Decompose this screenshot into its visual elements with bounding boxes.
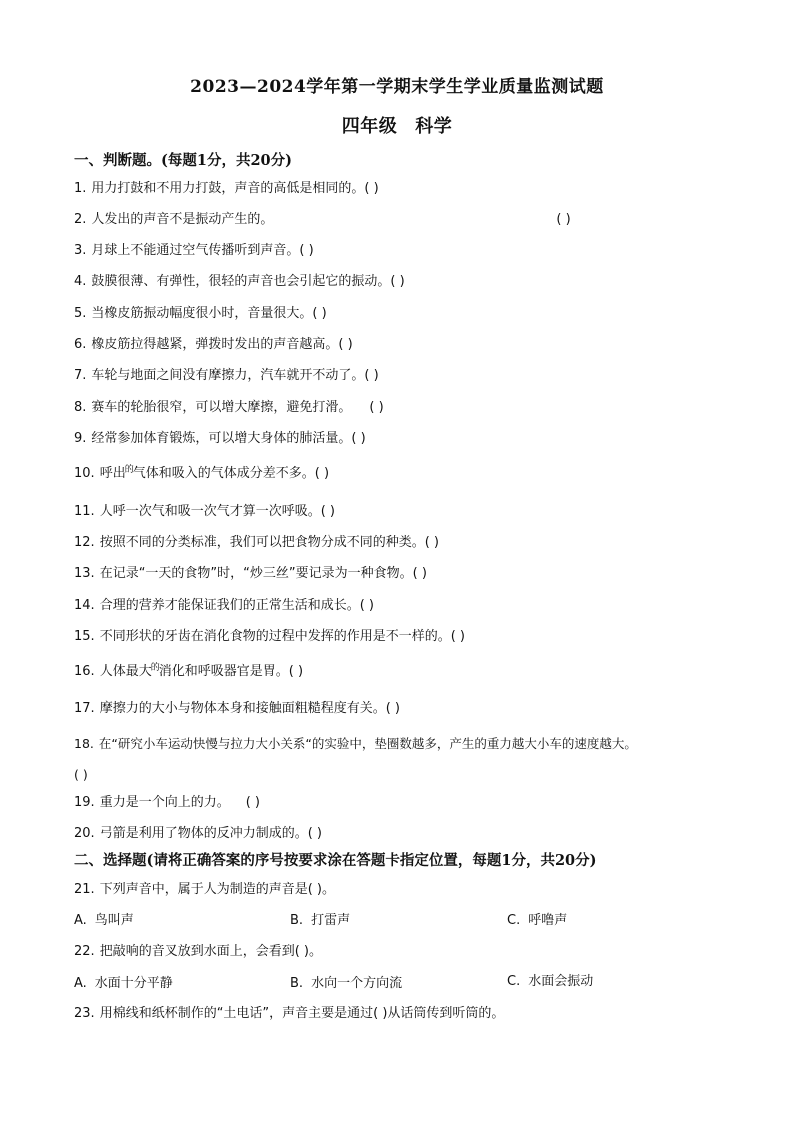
question-number: 21. — [74, 882, 95, 897]
question-number: 20. — [74, 826, 95, 841]
question-number: 8. — [74, 400, 87, 415]
option-text: 呼噜声 — [528, 913, 568, 928]
option-c[interactable] — [507, 970, 593, 989]
question-number: 10. — [74, 466, 95, 481]
question-text: 在记录“一天的食物”时，“炒三丝”要记录为一种食物。 — [99, 566, 413, 581]
answer-blank[interactable]: ( ) — [364, 368, 379, 383]
question-text: 把敲响的音叉放到水面上，会看到( )。 — [99, 944, 322, 959]
question-text-part: 呼出 — [99, 466, 126, 481]
question-19 — [74, 791, 260, 810]
question-12 — [74, 531, 439, 550]
option-text: 鸟叫声 — [94, 913, 134, 928]
question-text: 用力打鼓和不用力打鼓，声音的高低是相同的。 — [91, 181, 365, 196]
question-text: 人发出的声音不是振动产生的。 — [91, 212, 274, 227]
question-text: 经常参加体育锻炼，可以增大身体的肺活量。 — [91, 431, 352, 446]
option-text: 水面会振动 — [528, 974, 594, 989]
question-number: 22. — [74, 944, 95, 959]
question-number: 3. — [74, 243, 87, 258]
answer-blank[interactable]: ( ) — [320, 504, 335, 519]
question-21 — [74, 878, 335, 897]
option-b[interactable] — [290, 909, 350, 928]
question-2 — [74, 208, 571, 227]
answer-blank[interactable]: ( ) — [307, 826, 322, 841]
question-text: 在“研究小车运动快慢与拉力大小关系“的实验中，垫圈数越多，产生的重力越大小车的速度越大。 — [98, 736, 637, 751]
grade-subject-line — [0, 112, 794, 138]
question-text: 摩擦力的大小与物体本身和接触面粗糙程度有关。 — [99, 701, 386, 716]
question-number: 11. — [74, 504, 95, 519]
answer-blank[interactable]: ( ) — [312, 306, 327, 321]
question-14 — [74, 594, 374, 613]
question-number: 5. — [74, 306, 87, 321]
question-text-part: 人体最大 — [99, 664, 152, 679]
answer-blank[interactable]: ( ) — [369, 400, 384, 415]
option-letter: A. — [74, 976, 87, 991]
option-a[interactable] — [74, 909, 134, 928]
option-c[interactable] — [507, 909, 567, 928]
question-number: 13. — [74, 566, 95, 581]
option-text: 打雷声 — [311, 913, 351, 928]
question-10 — [74, 462, 329, 481]
question-number: 4. — [74, 274, 87, 289]
question-number: 9. — [74, 431, 87, 446]
question-15 — [74, 625, 465, 644]
question-20 — [74, 822, 322, 841]
answer-blank[interactable]: ( ) — [412, 566, 427, 581]
question-number: 16. — [74, 664, 95, 679]
question-number: 12. — [74, 535, 95, 550]
question-13 — [74, 562, 427, 581]
option-text: 水向一个方向流 — [311, 976, 403, 991]
answer-blank[interactable]: ( ) — [556, 212, 571, 227]
question-text: 重力是一个向上的力。 — [99, 795, 230, 810]
question-text: 当橡皮筋振动幅度很小时，音量很大。 — [91, 306, 313, 321]
answer-blank[interactable]: ( ) — [390, 274, 405, 289]
question-4 — [74, 270, 405, 289]
question-text: 不同形状的牙齿在消化食物的过程中发挥的作用是不一样的。 — [99, 629, 451, 644]
question-text: 合理的营养才能保证我们的正常生活和成长。 — [99, 598, 360, 613]
answer-blank[interactable]: ( ) — [364, 181, 379, 196]
section-2-heading: 二、选择题(请将正确答案的序号按要求涂在答题卡指定位置，每题1分，共20分) — [74, 852, 597, 869]
question-23 — [74, 1002, 504, 1021]
option-text: 水面十分平静 — [94, 976, 173, 991]
superscript-char: 的 — [124, 465, 134, 475]
question-1 — [74, 177, 379, 196]
question-number: 6. — [74, 337, 87, 352]
option-letter: C. — [507, 913, 521, 928]
question-text: 赛车的轮胎很窄，可以增大摩擦，避免打滑。 — [91, 400, 352, 415]
exam-title: 2023—2024学年第一学期末学生学业质量监测试题 — [190, 77, 604, 97]
question-text: 鼓膜很薄、有弹性，很轻的声音也会引起它的振动。 — [91, 274, 391, 289]
question-9 — [74, 427, 366, 446]
section-1-heading: 一、判断题。(每题1分，共20分) — [74, 152, 292, 169]
answer-blank[interactable]: ( ) — [359, 598, 374, 613]
question-22 — [74, 940, 322, 959]
question-16 — [74, 660, 303, 679]
option-letter: C. — [507, 974, 521, 989]
answer-blank[interactable]: ( ) — [74, 767, 88, 782]
question-text: 下列声音中，属于人为制造的声音是( )。 — [99, 882, 335, 897]
grade-label: 四年级 — [341, 116, 398, 137]
subject-label: 科学 — [415, 116, 453, 137]
option-a[interactable] — [74, 972, 173, 991]
question-number: 18. — [74, 736, 94, 751]
question-18 — [74, 728, 724, 790]
question-text-part: 气体和吸入的气体成分差不多。 — [132, 466, 315, 481]
question-text: 人呼一次气和吸一次气才算一次呼吸。 — [99, 504, 321, 519]
question-number: 23. — [74, 1006, 95, 1021]
option-b[interactable] — [290, 972, 402, 991]
answer-blank[interactable]: ( ) — [314, 466, 330, 481]
question-number: 17. — [74, 701, 95, 716]
question-7 — [74, 364, 379, 383]
superscript-char: 的 — [150, 663, 160, 673]
question-5 — [74, 302, 327, 321]
question-8 — [74, 396, 384, 415]
question-number: 2. — [74, 212, 87, 227]
question-number: 19. — [74, 795, 95, 810]
question-text: 用棉线和纸杯制作的“土电话”，声音主要是通过( )从话筒传到听筒的。 — [99, 1006, 505, 1021]
question-text: 月球上不能通过空气传播听到声音。 — [91, 243, 300, 258]
question-text: 弓箭是利用了物体的反冲力制成的。 — [99, 826, 308, 841]
option-letter: B. — [290, 913, 304, 928]
question-number: 15. — [74, 629, 95, 644]
question-6 — [74, 333, 353, 352]
question-17 — [74, 697, 400, 716]
question-text-part: 消化和呼吸器官是胃。 — [158, 664, 289, 679]
answer-blank[interactable]: ( ) — [338, 337, 353, 352]
answer-blank[interactable]: ( ) — [385, 701, 400, 716]
answer-blank[interactable]: ( ) — [424, 535, 439, 550]
answer-blank[interactable]: ( ) — [288, 664, 304, 679]
question-text: 橡皮筋拉得越紧，弹拨时发出的声音越高。 — [91, 337, 339, 352]
question-number: 1. — [74, 181, 87, 196]
question-text: 车轮与地面之间没有摩擦力，汽车就开不动了。 — [91, 368, 365, 383]
answer-blank[interactable]: ( ) — [351, 431, 366, 446]
question-number: 14. — [74, 598, 95, 613]
option-letter: B. — [290, 976, 304, 991]
answer-blank[interactable]: ( ) — [450, 629, 465, 644]
question-number: 7. — [74, 368, 87, 383]
question-11 — [74, 500, 335, 519]
answer-blank[interactable]: ( ) — [299, 243, 314, 258]
question-text: 按照不同的分类标准，我们可以把食物分成不同的种类。 — [99, 535, 425, 550]
option-letter: A. — [74, 913, 87, 928]
question-3 — [74, 239, 314, 258]
answer-blank[interactable]: ( ) — [245, 795, 260, 810]
